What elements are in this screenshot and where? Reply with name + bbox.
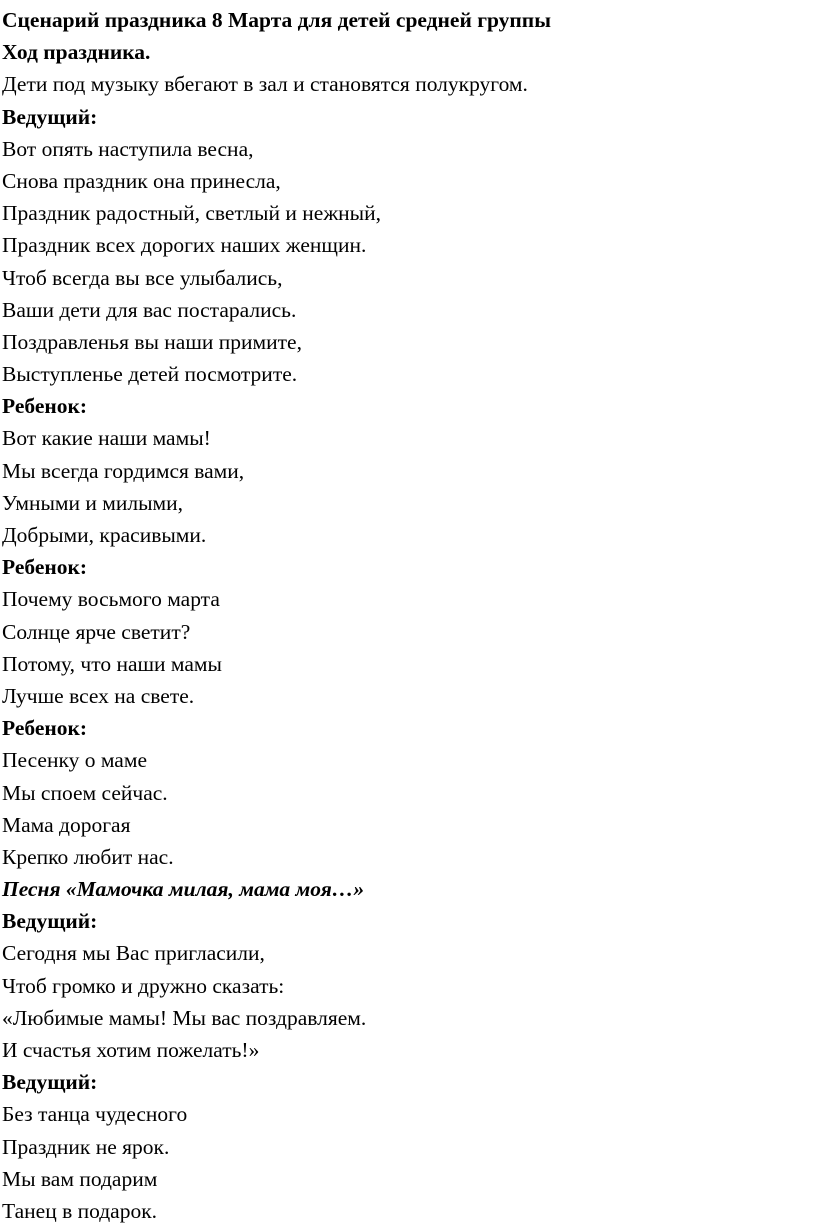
text-line: Снова праздник она принесла, <box>2 168 281 193</box>
text-line: Сегодня мы Вас пригласили, <box>2 941 265 966</box>
section-heading: Ребенок: <box>2 555 88 580</box>
text-line: Умными и милыми, <box>2 490 184 515</box>
text-line: Дети под музыку вбегают в зал и становятся полукругом. <box>2 72 528 97</box>
section-heading: Ход праздника. <box>2 40 151 65</box>
text-line: Лучше всех на свете. <box>2 683 195 708</box>
section-heading: Ребенок: <box>2 394 88 419</box>
text-line: Праздник не ярок. <box>2 1134 170 1159</box>
section-heading: Ведущий: <box>2 909 98 934</box>
document-title: Сценарий праздника 8 Марта для детей средней группы <box>2 8 551 32</box>
text-line: Ваши дети для вас постарались. <box>2 297 297 322</box>
text-line: «Любимые мамы! Мы вас поздравляем. <box>2 1005 367 1030</box>
text-line: Вот опять наступила весна, <box>2 136 254 161</box>
text-line: Поздравленья вы наши примите, <box>2 329 302 354</box>
text-line: Солнце ярче светит? <box>2 619 191 644</box>
text-line: Праздник всех дорогих наших женщин. <box>2 233 367 258</box>
text-line: Мы споем сейчас. <box>2 780 168 805</box>
text-line: Выступленье детей посмотрите. <box>2 362 298 387</box>
text-line: Мама дорогая <box>2 812 131 837</box>
text-line: Праздник радостный, светлый и нежный, <box>2 201 382 226</box>
section-heading: Ведущий: <box>2 1070 98 1095</box>
text-line: Песенку о маме <box>2 748 147 773</box>
text-line: Крепко любит нас. <box>2 844 174 869</box>
text-line: Мы вам подарим <box>2 1166 158 1191</box>
text-line: Почему восьмого марта <box>2 587 220 612</box>
document-body <box>2 4 812 1227</box>
text-line: Чтоб всегда вы все улыбались, <box>2 265 283 290</box>
section-heading: Ведущий: <box>2 104 98 129</box>
text-line: Вот какие наши мамы! <box>2 426 211 451</box>
text-line: Добрыми, красивыми. <box>2 523 207 547</box>
section-heading: Ребенок: <box>2 716 88 741</box>
text-line: Танец в подарок. <box>2 1198 158 1223</box>
text-line: Чтоб громко и дружно сказать: <box>2 973 285 998</box>
text-line: Мы всегда гордимся вами, <box>2 458 245 483</box>
text-line: Без танца чудесного <box>2 1102 188 1127</box>
text-line: Потому, что наши мамы <box>2 651 222 676</box>
song-title: Песня «Мамочка милая, мама моя…» <box>2 877 365 902</box>
text-line: И счастья хотим пожелать!» <box>2 1038 260 1062</box>
